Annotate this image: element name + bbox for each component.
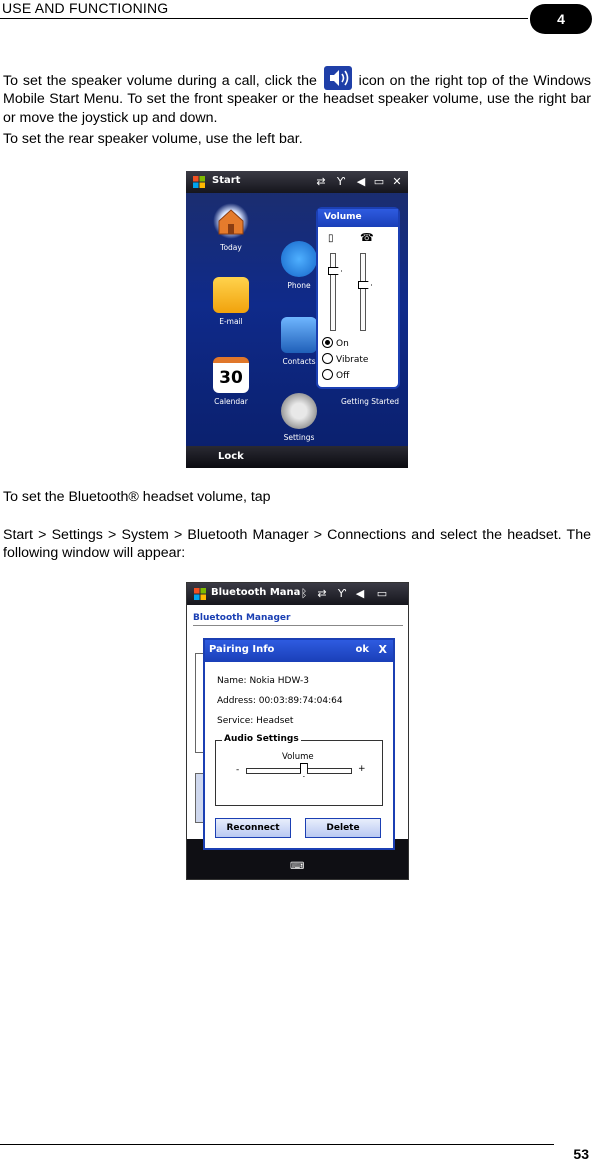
speaker-icon [324,66,352,90]
app-header: Bluetooth Manager [193,613,291,623]
battery-icon[interactable]: ▭ [376,587,388,600]
house-icon [213,203,249,239]
front-speaker-slider[interactable] [360,253,366,331]
windows-logo-icon [192,175,206,189]
signal-icon[interactable]: Ƴ [336,175,346,188]
volume-slider-knob[interactable] [300,763,308,777]
windows-logo-icon [193,587,207,601]
chapter-tab: 4 [530,4,592,34]
keyboard-icon[interactable]: ⌨ [290,861,305,872]
volume-popup [316,207,400,389]
audio-settings-group [215,734,383,806]
device-service: Service: Headset [217,716,294,726]
paragraph-rear-speaker: To set the rear speaker volume, use the left bar. [3,131,303,147]
sync-icon[interactable]: ⇄ [317,587,327,600]
plus-label: + [358,764,366,774]
device-icon: ▯ [328,233,334,244]
app-settings[interactable] [264,393,334,442]
device-name: Name: Nokia HDW-3 [217,676,309,686]
radio-label: Off [336,371,350,381]
contact-icon [281,317,317,353]
app-today[interactable] [196,203,266,252]
rear-speaker-knob[interactable] [328,267,342,275]
screenshot-bluetooth-manager [186,582,409,880]
minus-label: - [236,765,240,775]
dialog-title: Pairing Info [205,640,393,662]
close-icon[interactable]: ✕ [392,175,402,188]
radio-selected-icon [322,337,333,348]
screen-title: Bluetooth Mana [211,587,301,598]
screenshot-start-menu [186,171,408,468]
lock-softkey[interactable]: Lock [218,451,244,462]
radio-vibrate[interactable] [322,353,368,365]
radio-unselected-icon [322,353,333,364]
title-bar [187,583,408,605]
app-label: E-mail [219,317,243,326]
title-bar [186,171,408,193]
pairing-info-dialog [203,638,395,850]
paragraph-bluetooth: To set the Bluetooth® headset volume, tap [3,489,271,505]
para1-after-icon: icon on the right top of the Windows Mobile Start Menu. To set the front speaker or the headset speaker volume, use the right bar or move the joystick up and down. [3,73,591,126]
app-label: Contacts [282,357,316,366]
app-label: Settings [283,433,315,442]
envelope-icon [213,277,249,313]
radio-label: On [336,339,349,349]
phone-icon [281,241,317,277]
gear-icon [281,393,317,429]
paragraph-path: Start > Settings > System > Bluetooth Manager > Connections and select the headset. The following window will appear: [3,527,591,562]
running-header: USE AND FUNCTIONING [2,0,169,16]
app-label: Calendar [214,397,248,406]
sync-icon[interactable]: ⇄ [316,175,326,188]
radio-on[interactable] [322,337,349,349]
radio-label: Vibrate [336,355,369,365]
volume-popup-title: Volume [318,209,398,227]
app-label: Today [220,243,242,252]
para1-before-icon: To set the speaker volume during a call, click the [3,73,317,89]
app-email[interactable] [196,277,266,326]
radio-unselected-icon [322,369,333,380]
handset-icon: ☎ [360,231,374,244]
device-address: Address: 00:03:89:74:04:64 [217,696,343,706]
reconnect-button[interactable]: Reconnect [215,818,291,838]
ok-button[interactable]: ok [355,644,369,655]
app-calendar[interactable] [196,357,266,406]
close-button[interactable]: X [378,643,387,656]
delete-button[interactable]: Delete [305,818,381,838]
front-speaker-knob[interactable] [358,281,372,289]
app-label: Getting Started [341,397,399,406]
signal-icon[interactable]: Ƴ [337,587,347,600]
header-divider [193,625,403,626]
battery-icon[interactable]: ▭ [373,175,385,188]
group-label: Audio Settings [224,734,299,744]
calendar-icon: 30 [213,357,249,393]
volume-slider-track[interactable] [246,768,352,774]
rear-speaker-slider[interactable] [330,253,336,331]
page-number: 53 [573,1146,589,1160]
volume-icon[interactable]: ◀ [355,587,365,600]
volume-label: Volume [282,752,314,762]
radio-off[interactable] [322,369,349,381]
footer-rule [0,1144,554,1145]
header-rule [0,18,528,19]
softkey-bar [186,446,408,468]
volume-icon[interactable]: ◀ [356,175,366,188]
bluetooth-icon[interactable]: ᛒ [300,587,308,600]
app-label: Phone [287,281,311,290]
paragraph-speaker-volume [3,66,591,127]
screen-title: Start [212,175,241,186]
